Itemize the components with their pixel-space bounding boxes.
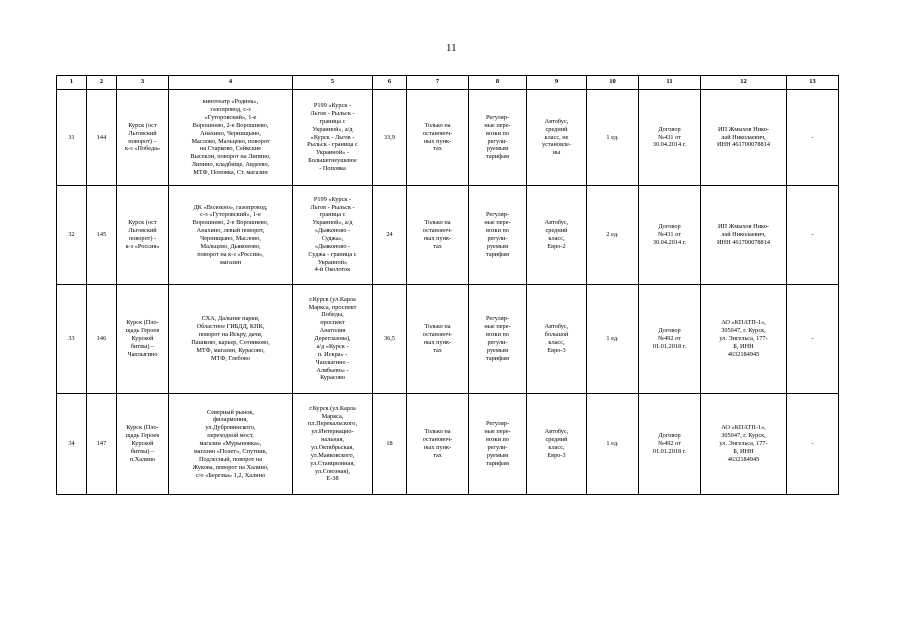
transport-type-cell: Регуляр- ные пере- возки по регули- руемым тарифам [469, 186, 527, 285]
length-cell: 33,9 [373, 90, 407, 186]
header-cell: 12 [701, 76, 787, 90]
vehicle-class-cell: Автобус, большой класс, Евро-3 [527, 285, 587, 394]
header-cell: 11 [639, 76, 701, 90]
contract-cell: Договор №431 от 30.04.2014 г. [639, 90, 701, 186]
stops-cell: кинотеатр «Родина», газопровод, с-з «Гуторовский», 1-е Ворошнево, 2-е Ворошнево, Анахино, Чернищыно, Маслово, Мальцево, поворот на Старково, Сейкские Высекли, поворот на Липино, Липино, кладбище, Авдеево, МТФ, Поповка, Ст. магазин [169, 90, 293, 186]
notes-cell: - [787, 186, 839, 285]
contract-cell: Договор №431 от 30.04.2014 г. [639, 186, 701, 285]
transport-type-cell: Регуляр- ные пере- возки по регули- руемым тарифам [469, 394, 527, 495]
stops-cell: Северный рынок, филармония, ул.Дубровинского, переходной мост, магазин «Мурыновка», магазин «Полет», Спутник, Подлесный, поворот на Жукова, поворот на Халино, с/о «Березка» 1,2, Халино [169, 394, 293, 495]
header-cell: 2 [87, 76, 117, 90]
route-name-cell: Курск (ост Льговский поворот) - к-з «Россия» [117, 186, 169, 285]
header-row [57, 76, 839, 90]
header-cell: 9 [527, 76, 587, 90]
row-index-cell: 32 [57, 186, 87, 285]
streets-roads-cell: Р199 «Курск - Льгов - Рыльск - граница с Украиной», а/д «Курск - Льгов - Рыльск - граница с Украиной» - Большегнеушевое - Поповка [293, 90, 373, 186]
contract-cell: Договор №492 от 01.01.2018 г. [639, 394, 701, 495]
length-cell: 24 [373, 186, 407, 285]
carrier-cell: АО «КПАТП-1», 305047, г. Курск, ул. Энгельса, 177- Б, ИНН 4632184945 [701, 285, 787, 394]
header-cell: 8 [469, 76, 527, 90]
table-row [57, 186, 839, 285]
row-index-cell: 33 [57, 285, 87, 394]
boarding-order-cell: Только на остановоч- ных пунк- тах [407, 394, 469, 495]
notes-cell: - [787, 285, 839, 394]
streets-roads-cell: Р199 «Курск - Льгов - Рыльск - граница с Украиной», а/д «Дьяконово - Суджа», «Дьяконово - Суджа - граница с Украиной» 4-й Околоток [293, 186, 373, 285]
page-number: 11 [446, 42, 457, 54]
boarding-order-cell: Только на остановоч- ных пунк- тах [407, 186, 469, 285]
boarding-order-cell: Только на остановоч- ных пунк- тах [407, 285, 469, 394]
transport-type-cell: Регуляр- ные пере- возки по регули- руемым тарифам [469, 285, 527, 394]
notes-cell: - [787, 90, 839, 186]
boarding-order-cell: Только на остановоч- ных пунк- тах [407, 90, 469, 186]
route-registry-table [56, 75, 839, 495]
vehicle-count-cell: 1 ед. [587, 394, 639, 495]
stops-cell: ДК «Волокно», газопровод, с-з «Гуторовский», 1-е Ворошнево, 2-е Ворошнево, Анахино, левый поворот, Чернищыно, Маслово, Мальцево, Дьяконово, поворот на к-з «Россия», магазин [169, 186, 293, 285]
header-cell: 3 [117, 76, 169, 90]
carrier-cell: АО «КПАТП-1», 305047, г. Курск, ул. Энгельса, 177- Б, ИНН 4632184945 [701, 394, 787, 495]
vehicle-class-cell: Автобус, средний класс, Евро-2 [527, 186, 587, 285]
route-name-cell: Курск (ост Льговский поворот) – к-з «Победа» [117, 90, 169, 186]
streets-roads-cell: г.Курск (ул.Карла Маркса, проспект Победы, проспект Анатолия Дереглазова), а/д «Курск - п. Искра» - Чаплыгино - Алябьево» - Курасово [293, 285, 373, 394]
notes-cell: - [787, 394, 839, 495]
table-row [57, 90, 839, 186]
transport-type-cell: Регуляр- ные пере- возки по регули- руемым тарифам [469, 90, 527, 186]
carrier-cell: ИП Жмыхов Нико- лай Николаевич, ИНН 461700078814 [701, 90, 787, 186]
route-name-cell: Курск (Пло- щадь Героев Курской битвы) – Чаплыгино [117, 285, 169, 394]
length-cell: 18 [373, 394, 407, 495]
header-cell: 6 [373, 76, 407, 90]
vehicle-class-cell: Автобус, средний класс, не установле- ны [527, 90, 587, 186]
header-cell: 7 [407, 76, 469, 90]
route-number-cell: 147 [87, 394, 117, 495]
row-index-cell: 34 [57, 394, 87, 495]
route-number-cell: 144 [87, 90, 117, 186]
header-cell: 4 [169, 76, 293, 90]
route-name-cell: Курск (Пло- щадь Героев Курской битвы) – п.Халино [117, 394, 169, 495]
header-cell: 5 [293, 76, 373, 90]
table-row [57, 394, 839, 495]
header-cell: 10 [587, 76, 639, 90]
route-number-cell: 146 [87, 285, 117, 394]
vehicle-count-cell: 1 ед. [587, 90, 639, 186]
contract-cell: Договор №492 от 01.01.2018 г. [639, 285, 701, 394]
stops-cell: СХА, Дальние парки, Областное ГИБДД, КПК, поворот на Искру, дачи, Пашково, карьер, Сотниково, МТФ, магазин, Курасово, МТФ, Глебово [169, 285, 293, 394]
row-index-cell: 31 [57, 90, 87, 186]
table-row [57, 285, 839, 394]
header-cell: 1 [57, 76, 87, 90]
route-number-cell: 145 [87, 186, 117, 285]
header-cell: 13 [787, 76, 839, 90]
vehicle-class-cell: Автобус, средний класс, Евро-3 [527, 394, 587, 495]
streets-roads-cell: г.Курск (ул.Карла Маркса, пл.Перекальского, ул.Интернацио- нальная, ул.Октябрьская, ул.Маяковского, ул.Станционная, ул.Союзная), Е-38 [293, 394, 373, 495]
length-cell: 36,5 [373, 285, 407, 394]
vehicle-count-cell: 2 ед. [587, 186, 639, 285]
vehicle-count-cell: 1 ед. [587, 285, 639, 394]
carrier-cell: ИП Жмыхов Нико- лай Николаевич, ИНН 461700078814 [701, 186, 787, 285]
